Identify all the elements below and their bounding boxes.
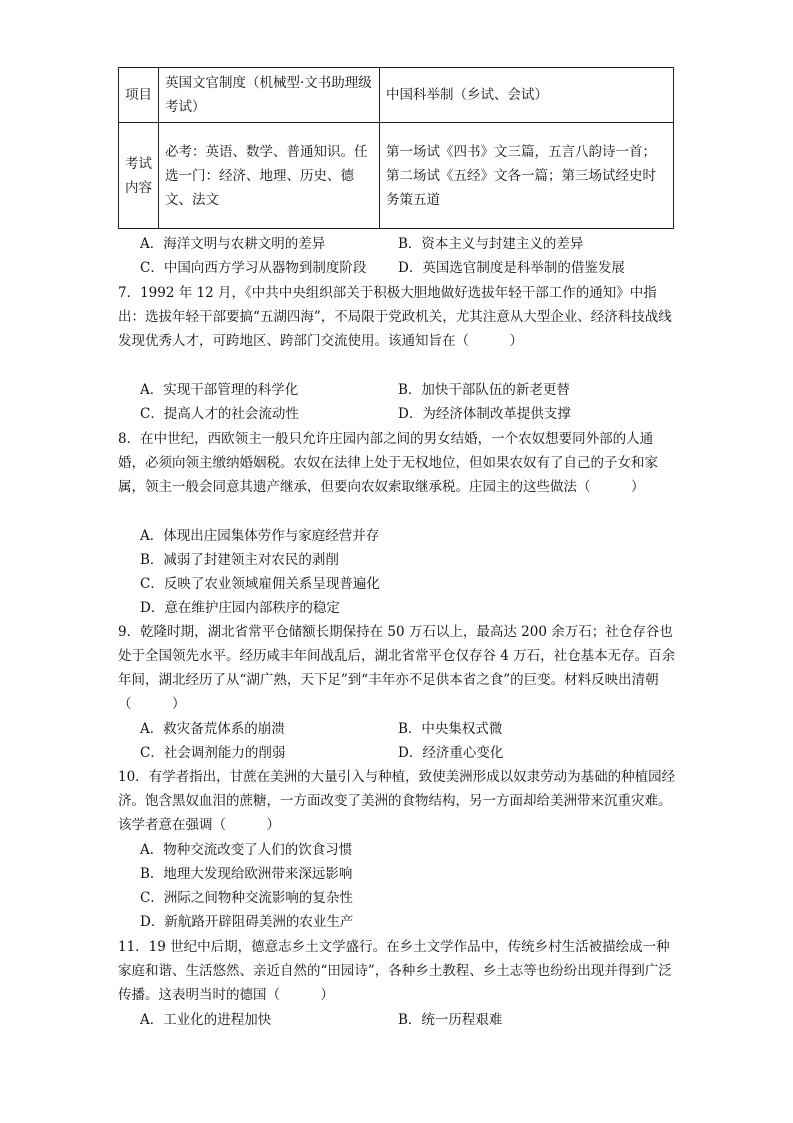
q7-option-d[interactable]: D．为经济体制改革提供支撑 (398, 406, 571, 422)
table-cell-item: 项目 (119, 68, 159, 123)
q10-option-d[interactable]: D．新航路开辟阻碍美洲的农业生产 (140, 914, 354, 930)
q9-option-a[interactable]: A．救灾备荒体系的崩溃 (140, 721, 285, 737)
table-row (119, 123, 674, 229)
q10-stem: 10．有学者指出，甘蔗在美洲的大量引入与种植，致使美洲形成以奴隶劳动为基础的种植园经济。饱含黑奴血泪的蔗糖，一方面改变了美洲的食物结构，另一方面却给美洲带来沉重灾难。该学者意在强调（ ） (118, 769, 676, 833)
q8-stem: 8．在中世纪，西欧领主一般只允许庄园内部之间的男女结婚，一个农奴想要同外部的人通婚，必须向领主缴纳婚姻税。农奴在法律上处于无权地位，但如果农奴有了自己的子女和家属，领主一般会同意其遗产继承，但要向农奴索取继承税。庄园主的这些做法（ ） (118, 431, 658, 495)
q9-stem: 9．乾隆时期，湖北省常平仓储额长期保持在 50 万石以上，最高达 200 余万石；社仓存谷也处于全国领先水平。经历咸丰年间战乱后，湖北省常平仓仅存谷 4 万石，社仓基本无存。百余年间，湖北经历了从“湖广熟，天下足”到“丰年亦不足供本省之食”的巨变。材料反映出清朝（ ） (118, 624, 676, 712)
table-header-row (119, 68, 674, 123)
q11-option-b[interactable]: B．统一历程艰难 (398, 1012, 503, 1028)
q8-option-c[interactable]: C．反映了农业领域雇佣关系呈现普遍化 (140, 576, 380, 592)
table-cell-chinese-content: 第一场试《四书》文三篇，五言八韵诗一首；第二场试《五经》文各一篇；第三场试经史时务策五道 (380, 123, 674, 229)
q9-option-b[interactable]: B．中央集权式微 (398, 721, 503, 737)
q9-option-c[interactable]: C．社会调剂能力的削弱 (140, 745, 286, 761)
table-cell-british-system: 英国文官制度（机械型·文书助理级考试） (159, 68, 380, 123)
q6-option-b[interactable]: B．资本主义与封建主义的差异 (398, 236, 584, 252)
table-cell-british-content: 必考：英语、数学、普通知识。任选一门：经济、地理、历史、德文、法文 (159, 123, 380, 229)
table-cell-chinese-system: 中国科举制（乡试、会试） (380, 68, 674, 123)
comparison-table (118, 67, 674, 229)
q6-option-a[interactable]: A．海洋文明与农耕文明的差异 (140, 236, 326, 252)
q9-option-d[interactable]: D．经济重心变化 (398, 745, 504, 761)
q8-option-b[interactable]: B．减弱了封建领主对农民的剥削 (140, 552, 339, 568)
q7-option-b[interactable]: B．加快干部队伍的新老更替 (398, 382, 570, 398)
q6-option-d[interactable]: D．英国选官制度是科举制的借鉴发展 (398, 260, 625, 276)
q7-option-a[interactable]: A．实现干部管理的科学化 (140, 382, 299, 398)
q10-option-a[interactable]: A．物种交流改变了人们的饮食习惯 (140, 842, 353, 858)
q11-option-a[interactable]: A．工业化的进程加快 (140, 1012, 272, 1028)
q7-option-c[interactable]: C．提高人才的社会流动性 (140, 406, 299, 422)
q8-option-d[interactable]: D．意在维护庄园内部秩序的稳定 (140, 600, 340, 616)
q7-stem: 7．1992 年 12 月，《中共中央组织部关于积极大胆地做好选拔年轻干部工作的通知》中指出：选拔年轻干部要搞“五湖四海”，不局限于党政机关，尤其注意从大型企业、经济科技战线发现优秀人才，可跨地区、跨部门交流使用。该通知旨在（ ） (118, 285, 672, 349)
q10-option-b[interactable]: B．地理大发现给欧洲带来深远影响 (140, 866, 353, 882)
q8-option-a[interactable]: A．体现出庄园集体劳作与家庭经营并存 (140, 528, 380, 544)
q10-option-c[interactable]: C．洲际之间物种交流影响的复杂性 (140, 890, 353, 906)
q11-stem: 11．19 世纪中后期，德意志乡土文学盛行。在乡土文学作品中，传统乡村生活被描绘成一种家庭和谐、生活悠然、亲近自然的“田园诗”，各种乡土教程、乡土志等也纷纷出现并得到广泛传播。这表明当时的德国（ ） (118, 939, 672, 1003)
q6-option-c[interactable]: C．中国向西方学习从器物到制度阶段 (140, 260, 367, 276)
table-cell-content-label: 考试内容 (119, 123, 159, 229)
